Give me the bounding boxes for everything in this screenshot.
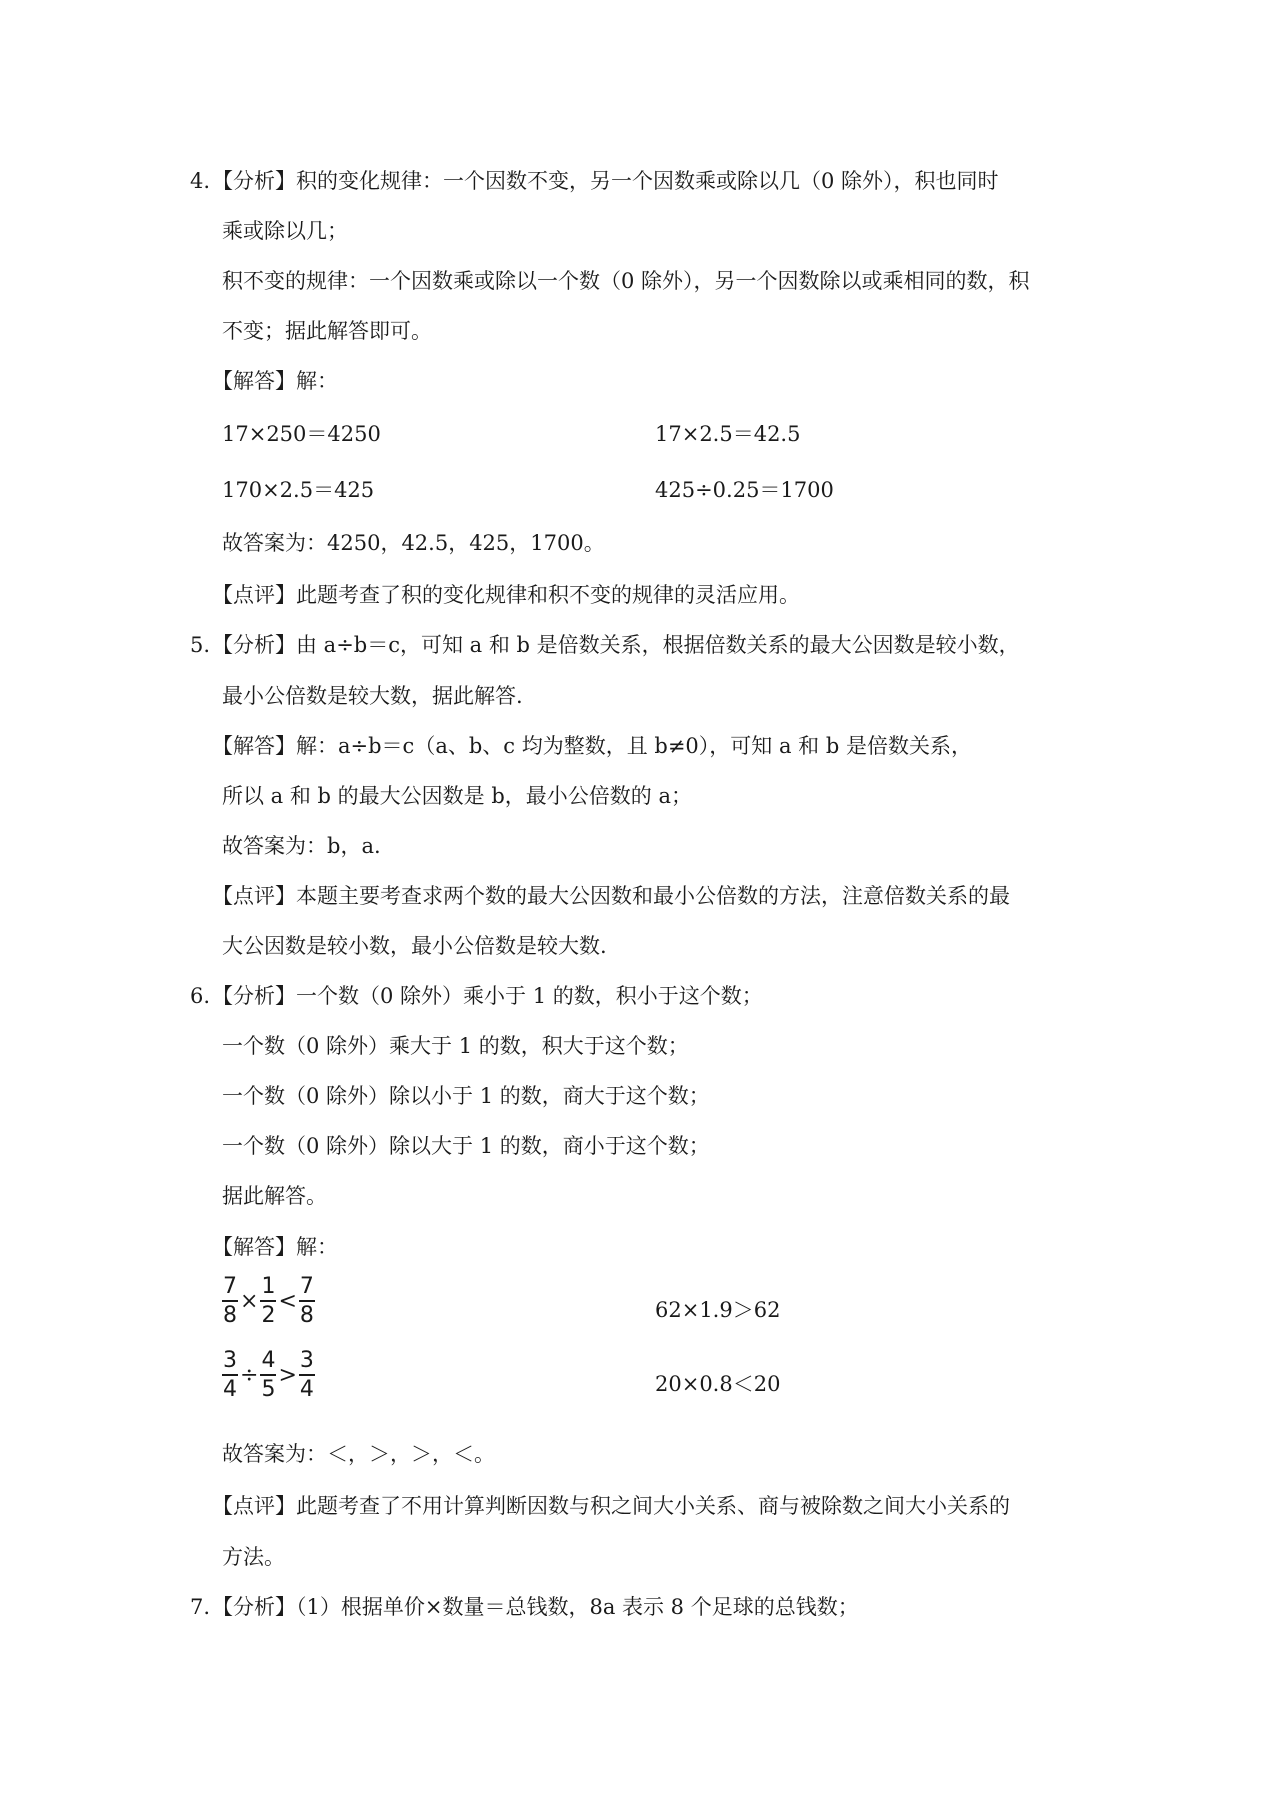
q5-result: 故答案为：b，a.	[222, 834, 381, 858]
fraction	[299, 1350, 315, 1401]
fraction	[222, 1350, 238, 1401]
numerator: 1	[260, 1276, 276, 1302]
q6-fraction-expression-3	[222, 1350, 315, 1401]
q6-expression-4: 20×0.8＜20	[655, 1372, 781, 1396]
relation: >	[278, 1362, 297, 1388]
denominator: 8	[223, 1303, 237, 1328]
q6-analysis-line5: 据此解答。	[222, 1184, 327, 1208]
q4-calc-3: 170×2.5＝425	[222, 478, 375, 502]
numerator: 3	[299, 1350, 315, 1376]
denominator: 4	[223, 1377, 237, 1402]
numerator: 3	[222, 1350, 238, 1376]
q4-answer-heading: 【解答】解：	[212, 369, 338, 393]
denominator: 2	[261, 1303, 276, 1328]
q4-calc-2: 17×2.5＝42.5	[655, 422, 801, 446]
q6-analysis-line4: 一个数（0 除外）除以大于 1 的数，商小于这个数；	[222, 1134, 710, 1158]
fraction	[260, 1276, 276, 1327]
q4-number: 4.	[190, 169, 211, 193]
q5-analysis-line2: 最小公倍数是较大数，据此解答.	[222, 684, 523, 708]
denominator: 4	[299, 1377, 314, 1402]
q5-comment-line1: 【点评】本题主要考查求两个数的最大公因数和最小公倍数的方法，注意倍数关系的最	[212, 884, 1010, 908]
q6-expression-2: 62×1.9＞62	[655, 1298, 781, 1322]
q4-analysis-line1: 【分析】积的变化规律：一个因数不变，另一个因数乘或除以几（0 除外），积也同时	[212, 169, 999, 193]
denominator: 5	[261, 1377, 276, 1402]
q4-analysis-line4: 不变；据此解答即可。	[222, 319, 432, 343]
q5-analysis-line1: 【分析】由 a÷b＝c，可知 a 和 b 是倍数关系，根据倍数关系的最大公因数是较小数，	[212, 633, 1020, 657]
q5-comment-line2: 大公因数是较小数，最小公倍数是较大数.	[222, 934, 607, 958]
q6-comment-line1: 【点评】此题考查了不用计算判断因数与积之间大小关系、商与被除数之间大小关系的	[212, 1494, 1010, 1518]
q4-calc-4: 425÷0.25＝1700	[655, 478, 834, 502]
fraction	[260, 1350, 276, 1401]
fraction	[222, 1276, 238, 1327]
q4-analysis-line3: 积不变的规律：一个因数乘或除以一个数（0 除外），另一个因数除以或乘相同的数，积	[222, 269, 1030, 293]
q6-number: 6.	[190, 984, 211, 1008]
operator: ×	[240, 1288, 259, 1314]
q7-analysis-line1: 【分析】（1）根据单价×数量＝总钱数，8a 表示 8 个足球的总钱数；	[212, 1595, 859, 1619]
q6-result: 故答案为：＜，＞，＞，＜。	[222, 1442, 495, 1466]
q5-answer-line2: 所以 a 和 b 的最大公因数是 b，最小公倍数的 a；	[222, 784, 692, 808]
denominator: 8	[299, 1303, 314, 1328]
q6-answer-heading: 【解答】解：	[212, 1235, 338, 1259]
relation: <	[278, 1288, 297, 1314]
q7-number: 7.	[190, 1595, 211, 1619]
q6-analysis-line2: 一个数（0 除外）乘大于 1 的数，积大于这个数；	[222, 1034, 689, 1058]
operator: ÷	[240, 1362, 259, 1388]
q5-answer-line1: 【解答】解：a÷b＝c（a、b、c 均为整数，且 b≠0），可知 a 和 b 是倍数关系，	[212, 734, 972, 758]
q6-analysis-line3: 一个数（0 除外）除以小于 1 的数，商大于这个数；	[222, 1084, 710, 1108]
q6-analysis-line1: 【分析】一个数（0 除外）乘小于 1 的数，积小于这个数；	[212, 984, 763, 1008]
q4-analysis-line2: 乘或除以几；	[222, 219, 348, 243]
numerator: 4	[260, 1350, 276, 1376]
q4-calc-1: 17×250＝4250	[222, 422, 381, 446]
fraction	[299, 1276, 315, 1327]
numerator: 7	[299, 1276, 315, 1302]
numerator: 7	[222, 1276, 238, 1302]
q4-comment: 【点评】此题考查了积的变化规律和积不变的规律的灵活应用。	[212, 583, 800, 607]
q6-comment-line2: 方法。	[222, 1545, 285, 1569]
q4-result: 故答案为：4250，42.5，425，1700。	[222, 531, 605, 555]
q5-number: 5.	[190, 633, 211, 657]
q6-fraction-expression-1	[222, 1276, 315, 1327]
